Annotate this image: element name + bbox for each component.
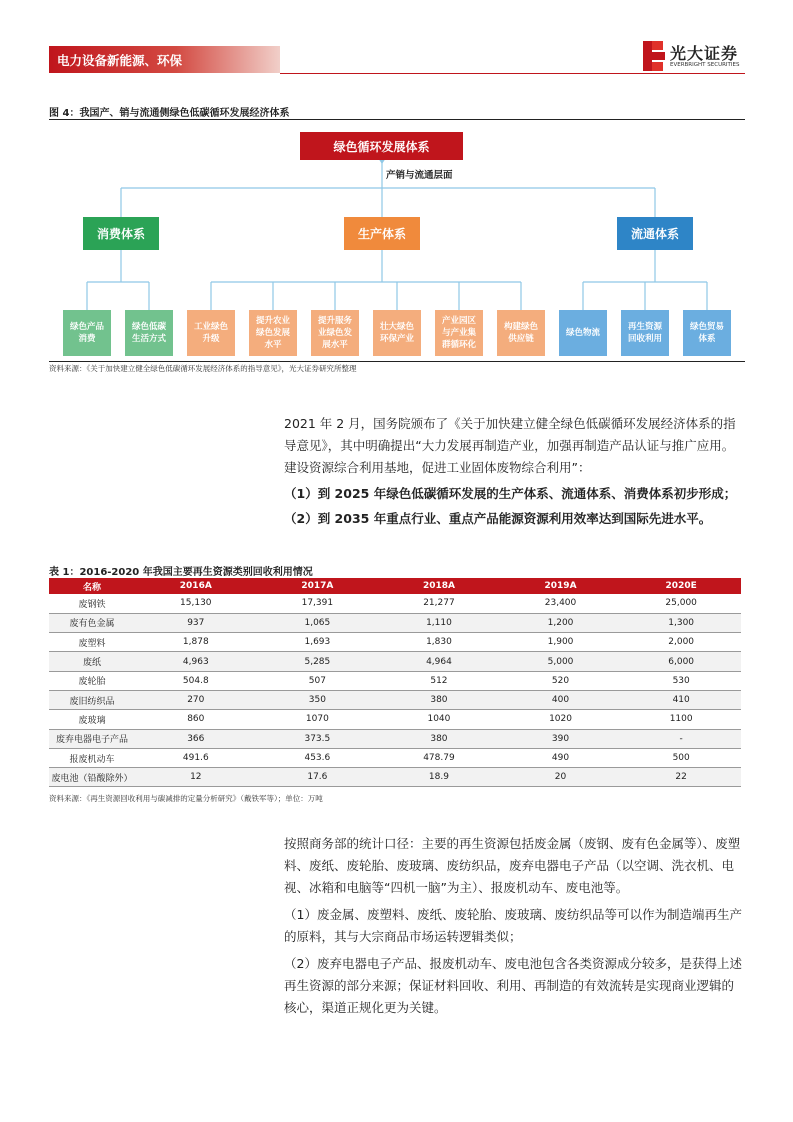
table-cell: 4,964 (378, 652, 500, 671)
leaf-node: 壮大绿色 环保产业 (373, 310, 421, 356)
table-cell: 21,277 (378, 594, 500, 613)
table-cell: 5,285 (257, 652, 379, 671)
leaf-node: 产业园区 与产业集 群循环化 (435, 310, 483, 356)
leaf-node: 再生资源 回收利用 (621, 310, 669, 356)
header-divider (280, 73, 745, 74)
table-cell: 1040 (378, 710, 500, 729)
leaf-node: 提升农业 绿色发展 水平 (249, 310, 297, 356)
logo-text-en: EVERBRIGHT SECURITIES (670, 62, 740, 68)
column-header: 2017A (257, 578, 379, 594)
table-cell: 1070 (257, 710, 379, 729)
column-header: 名称 (49, 578, 135, 594)
table-cell: 1100 (621, 710, 741, 729)
table-header-row (49, 578, 741, 594)
table-cell: 1,830 (378, 633, 500, 652)
table-title: 表 1：2016-2020 年我国主要再生资源类别回收利用情况 (49, 567, 313, 578)
table-cell: 390 (500, 729, 622, 748)
table-row (49, 729, 741, 748)
logo-text-cn: 光大证券 (670, 44, 739, 63)
table-cell: 491.6 (135, 748, 257, 767)
sub-layer-label: 产销与流通层面 (386, 170, 453, 181)
table-row (49, 671, 741, 690)
table-row (49, 690, 741, 709)
table-cell: 5,000 (500, 652, 622, 671)
table-cell: 1,900 (500, 633, 622, 652)
table-cell: 860 (135, 710, 257, 729)
leaf-node: 工业绿色 升级 (187, 310, 235, 356)
table-row (49, 768, 741, 787)
table-cell: 410 (621, 690, 741, 709)
section-title: 电力设备新能源、环保 (57, 53, 183, 68)
table-cell: 350 (257, 690, 379, 709)
branch-circulation: 流通体系 (617, 217, 693, 250)
table-cell: 废电池（铅酸除外） (49, 768, 135, 787)
table-cell: 17,391 (257, 594, 379, 613)
table-cell: 500 (621, 748, 741, 767)
policy-point-2: （2）到 2035 年重点行业、重点产品能源资源利用效率达到国际先进水平。 (284, 511, 712, 526)
policy-point-1: （1）到 2025 年绿色低碳循环发展的生产体系、流通体系、消费体系初步形成； (284, 486, 737, 501)
definition-point-2: （2）废弃电器电子产品、报废机动车、废电池包含各类资源成分较多，是获得上述再生资源的部分来源；保证材料回收、利用、再制造的有效流转是实现商业逻辑的核心，渠道正规化更为关键。 (284, 956, 742, 1015)
table-row (49, 652, 741, 671)
table-cell: 380 (378, 729, 500, 748)
column-header: 2020E (621, 578, 741, 594)
table-cell: 504.8 (135, 671, 257, 690)
table-cell: 废纸 (49, 652, 135, 671)
table-cell: 1,110 (378, 613, 500, 632)
company-logo (643, 41, 753, 73)
figure-source: 资料来源：《关于加快建立健全绿色低碳循环发展经济体系的指导意见》，光大证券研究所整理 (49, 364, 357, 373)
table-cell: 废旧纺织品 (49, 690, 135, 709)
table-cell: 520 (500, 671, 622, 690)
leaf-node: 绿色低碳 生活方式 (125, 310, 173, 356)
table-cell: 废轮胎 (49, 671, 135, 690)
table-cell: 废弃电器电子产品 (49, 729, 135, 748)
column-header: 2019A (500, 578, 622, 594)
table-cell: 937 (135, 613, 257, 632)
recycling-table (49, 578, 741, 787)
table-cell: 废玻璃 (49, 710, 135, 729)
table-row (49, 613, 741, 632)
table-cell: 6,000 (621, 652, 741, 671)
table-cell: 1,300 (621, 613, 741, 632)
table-cell: 490 (500, 748, 622, 767)
table-cell: 废钢铁 (49, 594, 135, 613)
figure-title: 图 4：我国产、销与流通侧绿色低碳循环发展经济体系 (49, 108, 290, 119)
table-cell: 12 (135, 768, 257, 787)
table-cell: 4,963 (135, 652, 257, 671)
table-cell: 1,065 (257, 613, 379, 632)
table-cell: 1,693 (257, 633, 379, 652)
table-cell: 366 (135, 729, 257, 748)
table-cell: 507 (257, 671, 379, 690)
table-cell: 453.6 (257, 748, 379, 767)
policy-paragraph (284, 413, 745, 530)
table-cell: 23,400 (500, 594, 622, 613)
table-cell: 1,200 (500, 613, 622, 632)
table-cell: 25,000 (621, 594, 741, 613)
section-header (49, 46, 280, 73)
leaf-node: 绿色贸易 体系 (683, 310, 731, 356)
root-node: 绿色循环发展体系 (300, 132, 463, 160)
definition-paragraph (284, 833, 745, 1019)
everbright-logo-icon (643, 41, 665, 71)
table-row (49, 748, 741, 767)
leaf-node: 绿色产品 消费 (63, 310, 111, 356)
table-cell: 400 (500, 690, 622, 709)
table-cell: 373.5 (257, 729, 379, 748)
definition-text: 按照商务部的统计口径：主要的再生资源包括废金属（废钢、废有色金属等）、废塑料、废纸、废轮胎、废玻璃、废纺织品，废弃电器电子产品（以空调、洗衣机、电视、冰箱和电脑等“四机一脑”为主）、报废机动车、废电池等。 (284, 836, 741, 895)
definition-point-1: （1）废金属、废塑料、废纸、废轮胎、废玻璃、废纺织品等可以作为制造端再生产的原料，其与大宗商品市场运转逻辑类似； (284, 907, 742, 944)
org-diagram (49, 120, 745, 360)
table-cell: 报废机动车 (49, 748, 135, 767)
table-cell: 270 (135, 690, 257, 709)
branch-consumption: 消费体系 (83, 217, 159, 250)
policy-text: 2021 年 2 月，国务院颁布了《关于加快建立健全绿色低碳循环发展经济体系的指导意见》，其中明确提出“大力发展再制造产业，加强再制造产品认证与推广应用。建设资源综合利用基地，促进工业固体废物综合利用”： (284, 416, 736, 475)
table-cell: 1020 (500, 710, 622, 729)
table-cell: 15,130 (135, 594, 257, 613)
branch-production: 生产体系 (344, 217, 420, 250)
table-source: 资料来源：《再生资源回收利用与碳减排的定量分析研究》（戴铁军等）；单位：万吨 (49, 794, 323, 803)
column-header: 2018A (378, 578, 500, 594)
table-cell: 废塑料 (49, 633, 135, 652)
table-cell: 1,878 (135, 633, 257, 652)
table-row (49, 710, 741, 729)
table-cell: 2,000 (621, 633, 741, 652)
leaf-node: 绿色物流 (559, 310, 607, 356)
table-cell: 380 (378, 690, 500, 709)
table-cell: 22 (621, 768, 741, 787)
leaf-node: 提升服务 业绿色发 展水平 (311, 310, 359, 356)
table-cell: 17.6 (257, 768, 379, 787)
column-header: 2016A (135, 578, 257, 594)
table-cell: 20 (500, 768, 622, 787)
table-row (49, 594, 741, 613)
leaf-node: 构建绿色 供应链 (497, 310, 545, 356)
table-cell: 512 (378, 671, 500, 690)
table-row (49, 633, 741, 652)
table-cell: 废有色金属 (49, 613, 135, 632)
table-cell: 478.79 (378, 748, 500, 767)
table-cell: - (621, 729, 741, 748)
table-cell: 530 (621, 671, 741, 690)
figure-bottom-rule (49, 361, 745, 362)
table-cell: 18.9 (378, 768, 500, 787)
